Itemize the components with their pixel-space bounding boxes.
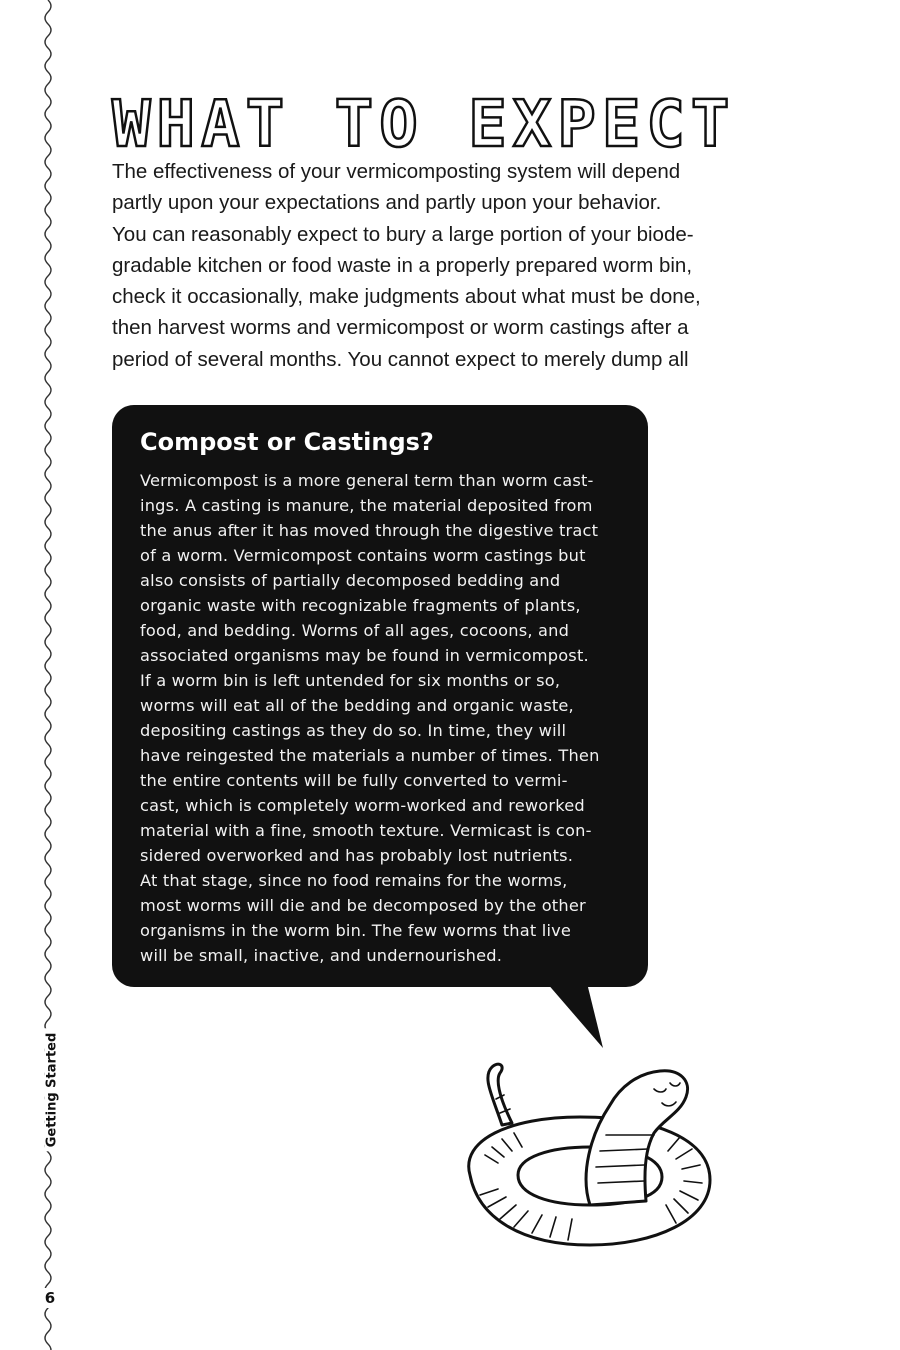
callout-line: also consists of partially decomposed bedding and bbox=[140, 571, 561, 590]
callout-line: associated organisms may be found in vermicompost. bbox=[140, 646, 589, 665]
callout-line: At that stage, since no food remains for the worms, bbox=[140, 871, 568, 890]
worm-illustration bbox=[440, 1055, 730, 1255]
callout-line: have reingested the materials a number of times. Then bbox=[140, 746, 600, 765]
intro-line: then harvest worms and vermicompost or worm castings after a bbox=[112, 316, 689, 340]
callout-line: most worms will die and be decomposed by the other bbox=[140, 896, 586, 915]
callout-line: sidered overworked and has probably lost nutrients. bbox=[140, 846, 574, 865]
callout-line: food, and bedding. Worms of all ages, cocoons, and bbox=[140, 621, 570, 640]
callout-body bbox=[140, 468, 640, 968]
callout-line: ings. A casting is manure, the material deposited from bbox=[140, 496, 593, 515]
callout-line: the anus after it has moved through the digestive tract bbox=[140, 521, 599, 540]
page-title: WHAT TO EXPECT bbox=[112, 88, 736, 162]
intro-line: partly upon your expectations and partly upon your behavior. bbox=[112, 191, 662, 215]
intro-line: check it occasionally, make judgments about what must be done, bbox=[112, 285, 701, 309]
callout-box bbox=[112, 405, 648, 987]
callout-line: material with a fine, smooth texture. Vermicast is con- bbox=[140, 821, 592, 840]
callout-line: of a worm. Vermicompost contains worm castings but bbox=[140, 546, 586, 565]
intro-line: gradable kitchen or food waste in a properly prepared worm bin, bbox=[112, 253, 693, 277]
intro-line: The effectiveness of your vermicomposting system will depend bbox=[112, 160, 681, 183]
callout-line: will be small, inactive, and undernourished. bbox=[140, 946, 503, 965]
section-label: Getting Started bbox=[45, 1029, 60, 1152]
callout-line: the entire contents will be fully converted to vermi- bbox=[140, 771, 568, 790]
callout-line: organisms in the worm bin. The few worms that live bbox=[140, 921, 572, 940]
callout-line: organic waste with recognizable fragments of plants, bbox=[140, 596, 581, 615]
callout-line: If a worm bin is left untended for six months or so, bbox=[140, 671, 561, 690]
callout-line: cast, which is completely worm-worked and reworked bbox=[140, 796, 585, 815]
callout-line: Vermicompost is a more general term than worm cast- bbox=[140, 471, 594, 490]
page-number: 6 bbox=[40, 1288, 60, 1308]
intro-paragraph bbox=[112, 156, 812, 375]
callout-line: worms will eat all of the bedding and organic waste, bbox=[140, 696, 574, 715]
callout-line: depositing castings as they do so. In time, they will bbox=[140, 721, 567, 740]
intro-line: You can reasonably expect to bury a large portion of your biode- bbox=[112, 222, 694, 246]
callout-title: Compost or Castings? bbox=[140, 428, 434, 456]
intro-line: period of several months. You cannot expect to merely dump all bbox=[112, 347, 689, 371]
